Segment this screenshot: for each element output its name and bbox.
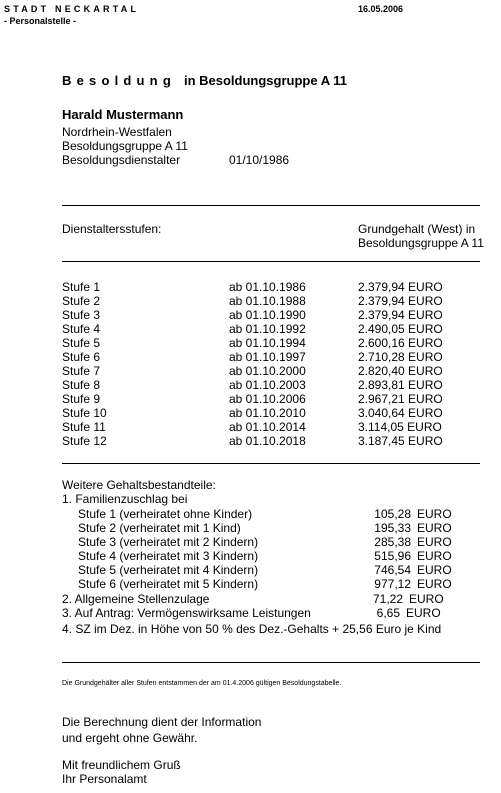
salary-cell: 2.600,16 EURO: [358, 336, 443, 350]
list-item: [62, 549, 480, 563]
position-allowance-amount: 71,22: [372, 592, 403, 606]
position-allowance-line: [62, 592, 480, 606]
date-cell: ab 01.10.1990: [229, 308, 306, 322]
salary-cell: 3.040,64 EURO: [358, 406, 443, 420]
salary-cell: 2.490,05 EURO: [358, 322, 443, 336]
family-stage-amount: 285,38: [374, 535, 411, 549]
divider: [62, 205, 480, 206]
organization-name: STADT NECKARTAL: [4, 4, 140, 14]
seniority-label: Besoldungsdienstalter: [62, 153, 181, 167]
family-stage-amount: 195,33: [374, 521, 411, 535]
currency-unit: EURO: [406, 606, 441, 620]
currency-unit: EURO: [417, 563, 452, 577]
list-item: [62, 535, 480, 549]
date-cell: ab 01.10.1992: [229, 322, 306, 336]
stufe-cell: Stufe 10: [62, 406, 107, 420]
salary-cell: 2.893,81 EURO: [358, 378, 443, 392]
divider: [62, 463, 480, 464]
stufe-cell: Stufe 2: [62, 294, 101, 308]
list-item: [62, 563, 480, 577]
footnote: Die Grundgehälter aller Stufen entstammen der am 01.4.2006 gültigen Besoldungstabelle.: [62, 680, 342, 687]
currency-unit: EURO: [417, 535, 452, 549]
list-item: [62, 521, 480, 535]
family-allowance-label: 1. Familienzuschlag bei: [62, 492, 188, 506]
salary-cell: 3.187,45 EURO: [358, 434, 443, 448]
savings-benefit-line: [62, 606, 480, 620]
stufe-cell: Stufe 5: [62, 336, 101, 350]
date-cell: ab 01.10.2003: [229, 378, 306, 392]
currency-unit: EURO: [417, 549, 452, 563]
currency-unit: EURO: [409, 592, 444, 606]
family-stage-amount: 977,12: [374, 577, 411, 591]
family-stage-label: Stufe 1 (verheiratet ohne Kinder): [78, 507, 253, 521]
document-date: 16.05.2006: [358, 4, 404, 14]
salary-cell: 2.820,40 EURO: [358, 364, 443, 378]
date-cell: ab 01.10.1988: [229, 294, 306, 308]
position-allowance-label: 2. Allgemeine Stellenzulage: [62, 592, 210, 606]
salary-cell: 2.967,21 EURO: [358, 392, 443, 406]
family-stage-amount: 746,54: [374, 563, 411, 577]
seniority-date: 01/10/1986: [229, 153, 290, 167]
divider: [62, 662, 480, 663]
seniority-line: [62, 153, 180, 167]
date-cell: ab 01.10.2018: [229, 434, 306, 448]
family-stage-label: Stufe 5 (verheiratet mit 4 Kindern): [78, 563, 259, 577]
stufe-cell: Stufe 1: [62, 280, 101, 294]
stufe-cell: Stufe 7: [62, 364, 101, 378]
closing-sender: Ihr Personalamt: [62, 772, 147, 786]
list-item: [62, 507, 480, 521]
date-cell: ab 01.10.2010: [229, 406, 306, 420]
components-heading: Weitere Gehaltsbestandteile:: [62, 478, 216, 492]
table-col-salary-header-line1: Grundgehalt (West) in: [358, 222, 476, 236]
salary-cell: 2.379,94 EURO: [358, 280, 443, 294]
divider: [62, 261, 480, 262]
list-item: [62, 577, 480, 591]
family-stage-label: Stufe 3 (verheiratet mit 2 Kindern): [78, 535, 259, 549]
salary-cell: 2.379,94 EURO: [358, 294, 443, 308]
family-stage-amount: 515,96: [374, 549, 411, 563]
currency-unit: EURO: [417, 507, 452, 521]
stufe-cell: Stufe 3: [62, 308, 101, 322]
employee-group: Besoldungsgruppe A 11: [62, 139, 188, 153]
currency-unit: EURO: [417, 521, 452, 535]
stufe-cell: Stufe 9: [62, 392, 101, 406]
stufe-cell: Stufe 8: [62, 378, 101, 392]
date-cell: ab 01.10.1994: [229, 336, 306, 350]
family-stage-label: Stufe 6 (verheiratet mit 5 Kindern): [78, 577, 259, 591]
date-cell: ab 01.10.2006: [229, 392, 306, 406]
table-col-salary-header-line2: Besoldungsgruppe A 11: [358, 236, 484, 250]
salary-cell: 2.710,28 EURO: [358, 350, 443, 364]
title-spaced-word: Besoldung: [62, 73, 176, 88]
employee-name: Harald Mustermann: [62, 107, 184, 122]
family-stage-amount: 105,28: [374, 507, 411, 521]
stufe-cell: Stufe 11: [62, 420, 106, 434]
date-cell: ab 01.10.1986: [229, 280, 306, 294]
date-cell: ab 01.10.2014: [229, 420, 306, 434]
page-title: [62, 74, 347, 88]
department-name: - Personalstelle -: [4, 16, 77, 26]
stufe-cell: Stufe 4: [62, 322, 101, 336]
stufe-cell: Stufe 12: [62, 434, 107, 448]
special-payment-line: 4. SZ im Dez. in Höhe von 50 % des Dez.-Gehalts + 25,56 Euro je Kind: [62, 622, 442, 636]
family-stage-label: Stufe 2 (verheiratet mit 1 Kind): [78, 521, 241, 535]
title-rest: in Besoldungsgruppe A 11: [183, 73, 347, 88]
family-stage-label: Stufe 4 (verheiratet mit 3 Kindern): [78, 549, 259, 563]
table-col-stufe-header: Dienstaltersstufen:: [62, 222, 162, 236]
savings-benefit-label: 3. Auf Antrag: Vermögenswirksame Leistungen: [62, 606, 311, 620]
stufe-cell: Stufe 6: [62, 350, 101, 364]
savings-benefit-amount: 6,65: [376, 606, 400, 620]
salary-cell: 2.379,94 EURO: [358, 308, 443, 322]
salary-cell: 3.114,05 EURO: [358, 420, 442, 434]
disclaimer-line: Die Berechnung dient der Information: [62, 715, 262, 729]
date-cell: ab 01.10.2000: [229, 364, 306, 378]
disclaimer-line: und ergeht ohne Gewähr.: [62, 731, 198, 745]
employee-state: Nordrhein-Westfalen: [62, 125, 172, 139]
closing-greeting: Mit freundlichem Gruß: [62, 758, 181, 772]
currency-unit: EURO: [417, 577, 452, 591]
date-cell: ab 01.10.1997: [229, 350, 306, 364]
